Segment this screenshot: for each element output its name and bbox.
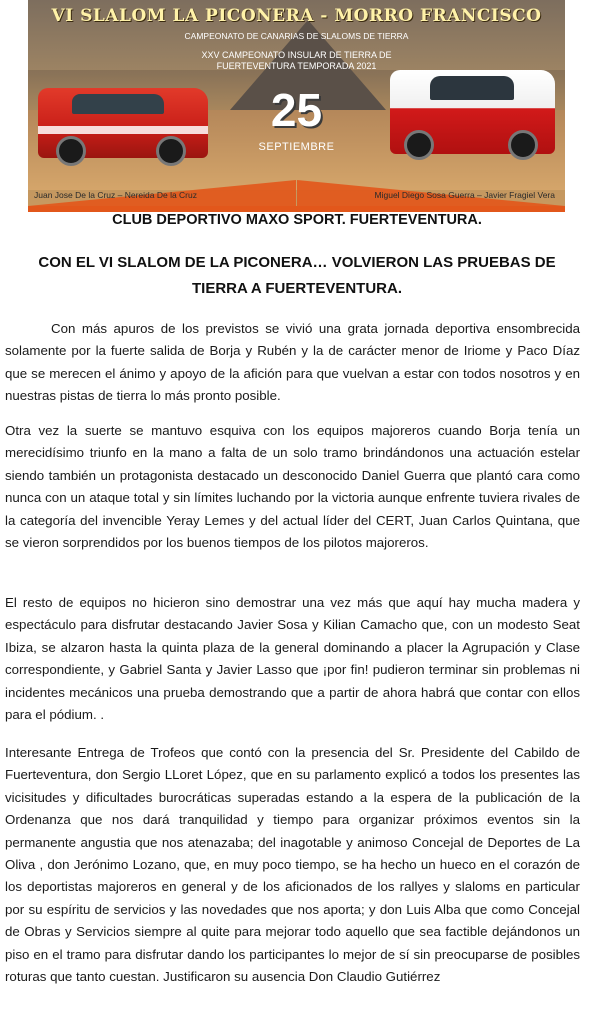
event-banner bbox=[28, 0, 565, 212]
banner-subtitle-insular bbox=[28, 50, 565, 72]
banner-subtitle-championship: CAMPEONATO DE CANARIAS DE SLALOMS DE TIERRA bbox=[184, 31, 409, 41]
banner-drivers-right: Miguel Diego Sosa Guerra – Javier Fragiel Vera bbox=[374, 190, 555, 200]
article-paragraph-4: Interesante Entrega de Trofeos que contó con la presencia del Sr. Presidente del Cabildo de Fuerteventura, don Sergio LLoret López, que en su parlamento explicó a todos los presentes las vicisitudes y dificultades burocráticas superadas estando a la espera de la publicación de la Ordenanza que nos dará tranquilidad y tiempo para organizar próximos eventos sin la permanente angustia que nos atenazaba; del inagotable y animoso Concejal de Deportes de La Oliva , don Jerónimo Lozano, que, en muy poco tiempo, se ha hecho un hueco en el corazón de los deportistas majoreros en general y de los aficionados de los rallyes y slaloms en particular por su espíritu de servicios y las novedades que nos aporta; y don Luis Alba que como Concejal de Obras y Servicios siempre al quite para mejorar todo aquello que sea factible dejándonos un piso en el tramo para disfrutar dando los participantes lo mejor de sí sin preocuparse de posibles roturas que tanto cuestan. Justificaron su ausencia Don Claudio Gutiérrez bbox=[5, 745, 580, 985]
club-name: CLUB DEPORTIVO MAXO SPORT. FUERTEVENTURA. bbox=[112, 212, 482, 228]
article-headline: CON EL VI SLALOM DE LA PICONERA… VOLVIERON LAS PRUEBAS DE TIERRA A FUERTEVENTURA. bbox=[38, 254, 556, 297]
banner-subtitle-line2: FUERTEVENTURA TEMPORADA 2021 bbox=[216, 61, 377, 71]
banner-subtitle-line1: XXV CAMPEONATO INSULAR DE TIERRA DE bbox=[201, 50, 392, 60]
banner-title: VI SLALOM LA PICONERA - MORRO FRANCISCO bbox=[51, 6, 542, 26]
banner-date-month: SEPTIEMBRE bbox=[258, 141, 335, 153]
article-paragraph-3: El resto de equipos no hicieron sino demostrar una vez más que aquí hay mucha madera y espectáculo para disfrutar destacando Javier Sosa y Kilian Camacho que, con un modesto Seat Ibiza, se alzaron hasta la quinta plaza de la general dominando a placer la Agrupación y Clase correspondiente, y Gabriel Santa y Javier Lasso que ¡por fin! pudieron terminar sin problemas ni incidentes mecánicos una prueba demostrando que a partir de ahora habrá que contar con ellos para el pódium. . bbox=[5, 595, 580, 723]
banner-date-day: 25 bbox=[270, 84, 323, 136]
article-paragraph-2: Otra vez la suerte se mantuvo esquiva con los equipos majoreros cuando Borja tenía un merecidísimo triunfo en la mano a falta de un solo tramo brindándonos una actuación estelar siendo también un protagonista destacado un desconocido Daniel Guerra que plantó cara como nunca con un ataque total y sin límites luchando por la victoria aunque enfrente tuviera rivales de la categoría del invencible Yeray Lemes y del actual líder del CERT, Juan Carlos Quintana, que se vieron sorprendidos por los buenos tiempos de los pilotos majoreros. bbox=[5, 423, 580, 551]
article-paragraph-1: Con más apuros de los previstos se vivió una grata jornada deportiva ensombrecida solamente por la fuerte salida de Borja y Rubén y la de carácter menor de Iriome y Paco Díaz que se merecen el ánimo y apoyo de la afición para que vuelvan a estar con todos nosotros y en nuestras pistas de tierra lo más pronto posible. bbox=[5, 321, 580, 404]
banner-drivers-left: Juan Jose De la Cruz – Nereida De la Cruz bbox=[34, 190, 197, 200]
